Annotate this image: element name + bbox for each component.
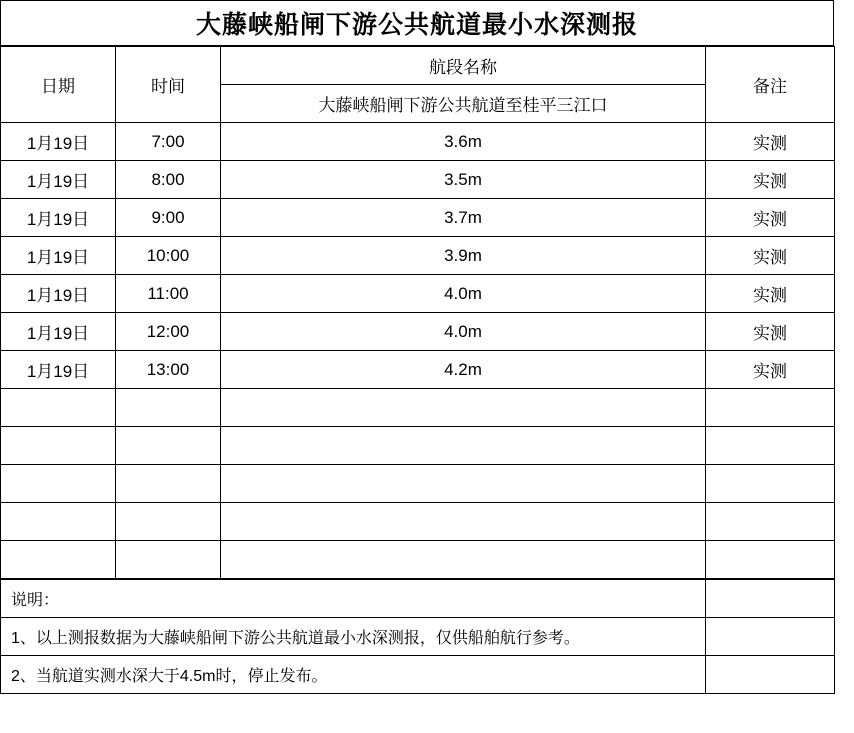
cell-empty xyxy=(221,427,706,465)
cell-empty xyxy=(116,389,221,427)
table-row-empty xyxy=(1,427,835,465)
table-row xyxy=(1,313,835,351)
table-row-empty xyxy=(1,465,835,503)
cell-empty xyxy=(1,427,116,465)
header-section-name: 大藤峡船闸下游公共航道至桂平三江口 xyxy=(221,85,706,123)
header-time: 时间 xyxy=(116,47,221,123)
cell-time: 12:00 xyxy=(116,313,221,351)
cell-remark: 实测 xyxy=(706,313,835,351)
cell-empty xyxy=(221,503,706,541)
cell-depth: 3.5m xyxy=(221,161,706,199)
cell-empty xyxy=(706,465,835,503)
cell-remark: 实测 xyxy=(706,123,835,161)
cell-date: 1月19日 xyxy=(1,351,116,389)
cell-depth: 3.9m xyxy=(221,237,706,275)
cell-empty xyxy=(1,541,116,579)
cell-depth: 4.0m xyxy=(221,275,706,313)
cell-remark: 实测 xyxy=(706,275,835,313)
table-row xyxy=(1,161,835,199)
cell-empty xyxy=(116,541,221,579)
cell-empty xyxy=(116,465,221,503)
notes-label: 说明： xyxy=(1,580,706,618)
header-remark: 备注 xyxy=(706,47,835,123)
cell-empty xyxy=(706,580,835,618)
table-row xyxy=(1,123,835,161)
cell-empty xyxy=(706,503,835,541)
cell-date: 1月19日 xyxy=(1,275,116,313)
notes-body xyxy=(1,580,835,694)
cell-remark: 实测 xyxy=(706,199,835,237)
page-title: 大藤峡船闸下游公共航道最小水深测报 xyxy=(1,1,834,46)
table-body xyxy=(1,47,835,579)
cell-empty xyxy=(221,389,706,427)
table-row xyxy=(1,199,835,237)
notes-item-row xyxy=(1,618,835,656)
cell-depth: 4.2m xyxy=(221,351,706,389)
cell-depth: 3.7m xyxy=(221,199,706,237)
cell-time: 13:00 xyxy=(116,351,221,389)
depth-report-table xyxy=(0,46,835,579)
title-table xyxy=(0,0,834,46)
cell-empty xyxy=(116,503,221,541)
cell-date: 1月19日 xyxy=(1,237,116,275)
cell-date: 1月19日 xyxy=(1,313,116,351)
cell-depth: 3.6m xyxy=(221,123,706,161)
cell-empty xyxy=(116,427,221,465)
cell-empty xyxy=(1,503,116,541)
cell-date: 1月19日 xyxy=(1,199,116,237)
table-row-empty xyxy=(1,503,835,541)
cell-time: 10:00 xyxy=(116,237,221,275)
cell-date: 1月19日 xyxy=(1,123,116,161)
cell-empty xyxy=(1,389,116,427)
cell-empty xyxy=(706,618,835,656)
cell-remark: 实测 xyxy=(706,351,835,389)
cell-empty xyxy=(706,656,835,694)
cell-empty xyxy=(706,541,835,579)
cell-empty xyxy=(706,427,835,465)
notes-table xyxy=(0,579,835,694)
table-row xyxy=(1,351,835,389)
cell-time: 8:00 xyxy=(116,161,221,199)
cell-empty xyxy=(221,541,706,579)
cell-empty xyxy=(221,465,706,503)
table-row-empty xyxy=(1,389,835,427)
header-section-group: 航段名称 xyxy=(221,47,706,85)
notes-item-2: 2、当航道实测水深大于4.5m时，停止发布。 xyxy=(1,656,706,694)
notes-label-row xyxy=(1,580,835,618)
table-row xyxy=(1,275,835,313)
cell-time: 9:00 xyxy=(116,199,221,237)
header-row-top xyxy=(1,47,835,85)
notes-item-row xyxy=(1,656,835,694)
cell-empty xyxy=(1,465,116,503)
cell-time: 11:00 xyxy=(116,275,221,313)
title-row xyxy=(1,1,834,46)
table-row-empty xyxy=(1,541,835,579)
header-date: 日期 xyxy=(1,47,116,123)
cell-empty xyxy=(706,389,835,427)
table-row xyxy=(1,237,835,275)
cell-depth: 4.0m xyxy=(221,313,706,351)
cell-date: 1月19日 xyxy=(1,161,116,199)
cell-remark: 实测 xyxy=(706,237,835,275)
cell-time: 7:00 xyxy=(116,123,221,161)
notes-item-1: 1、以上测报数据为大藤峡船闸下游公共航道最小水深测报，仅供船舶航行参考。 xyxy=(1,618,706,656)
cell-remark: 实测 xyxy=(706,161,835,199)
